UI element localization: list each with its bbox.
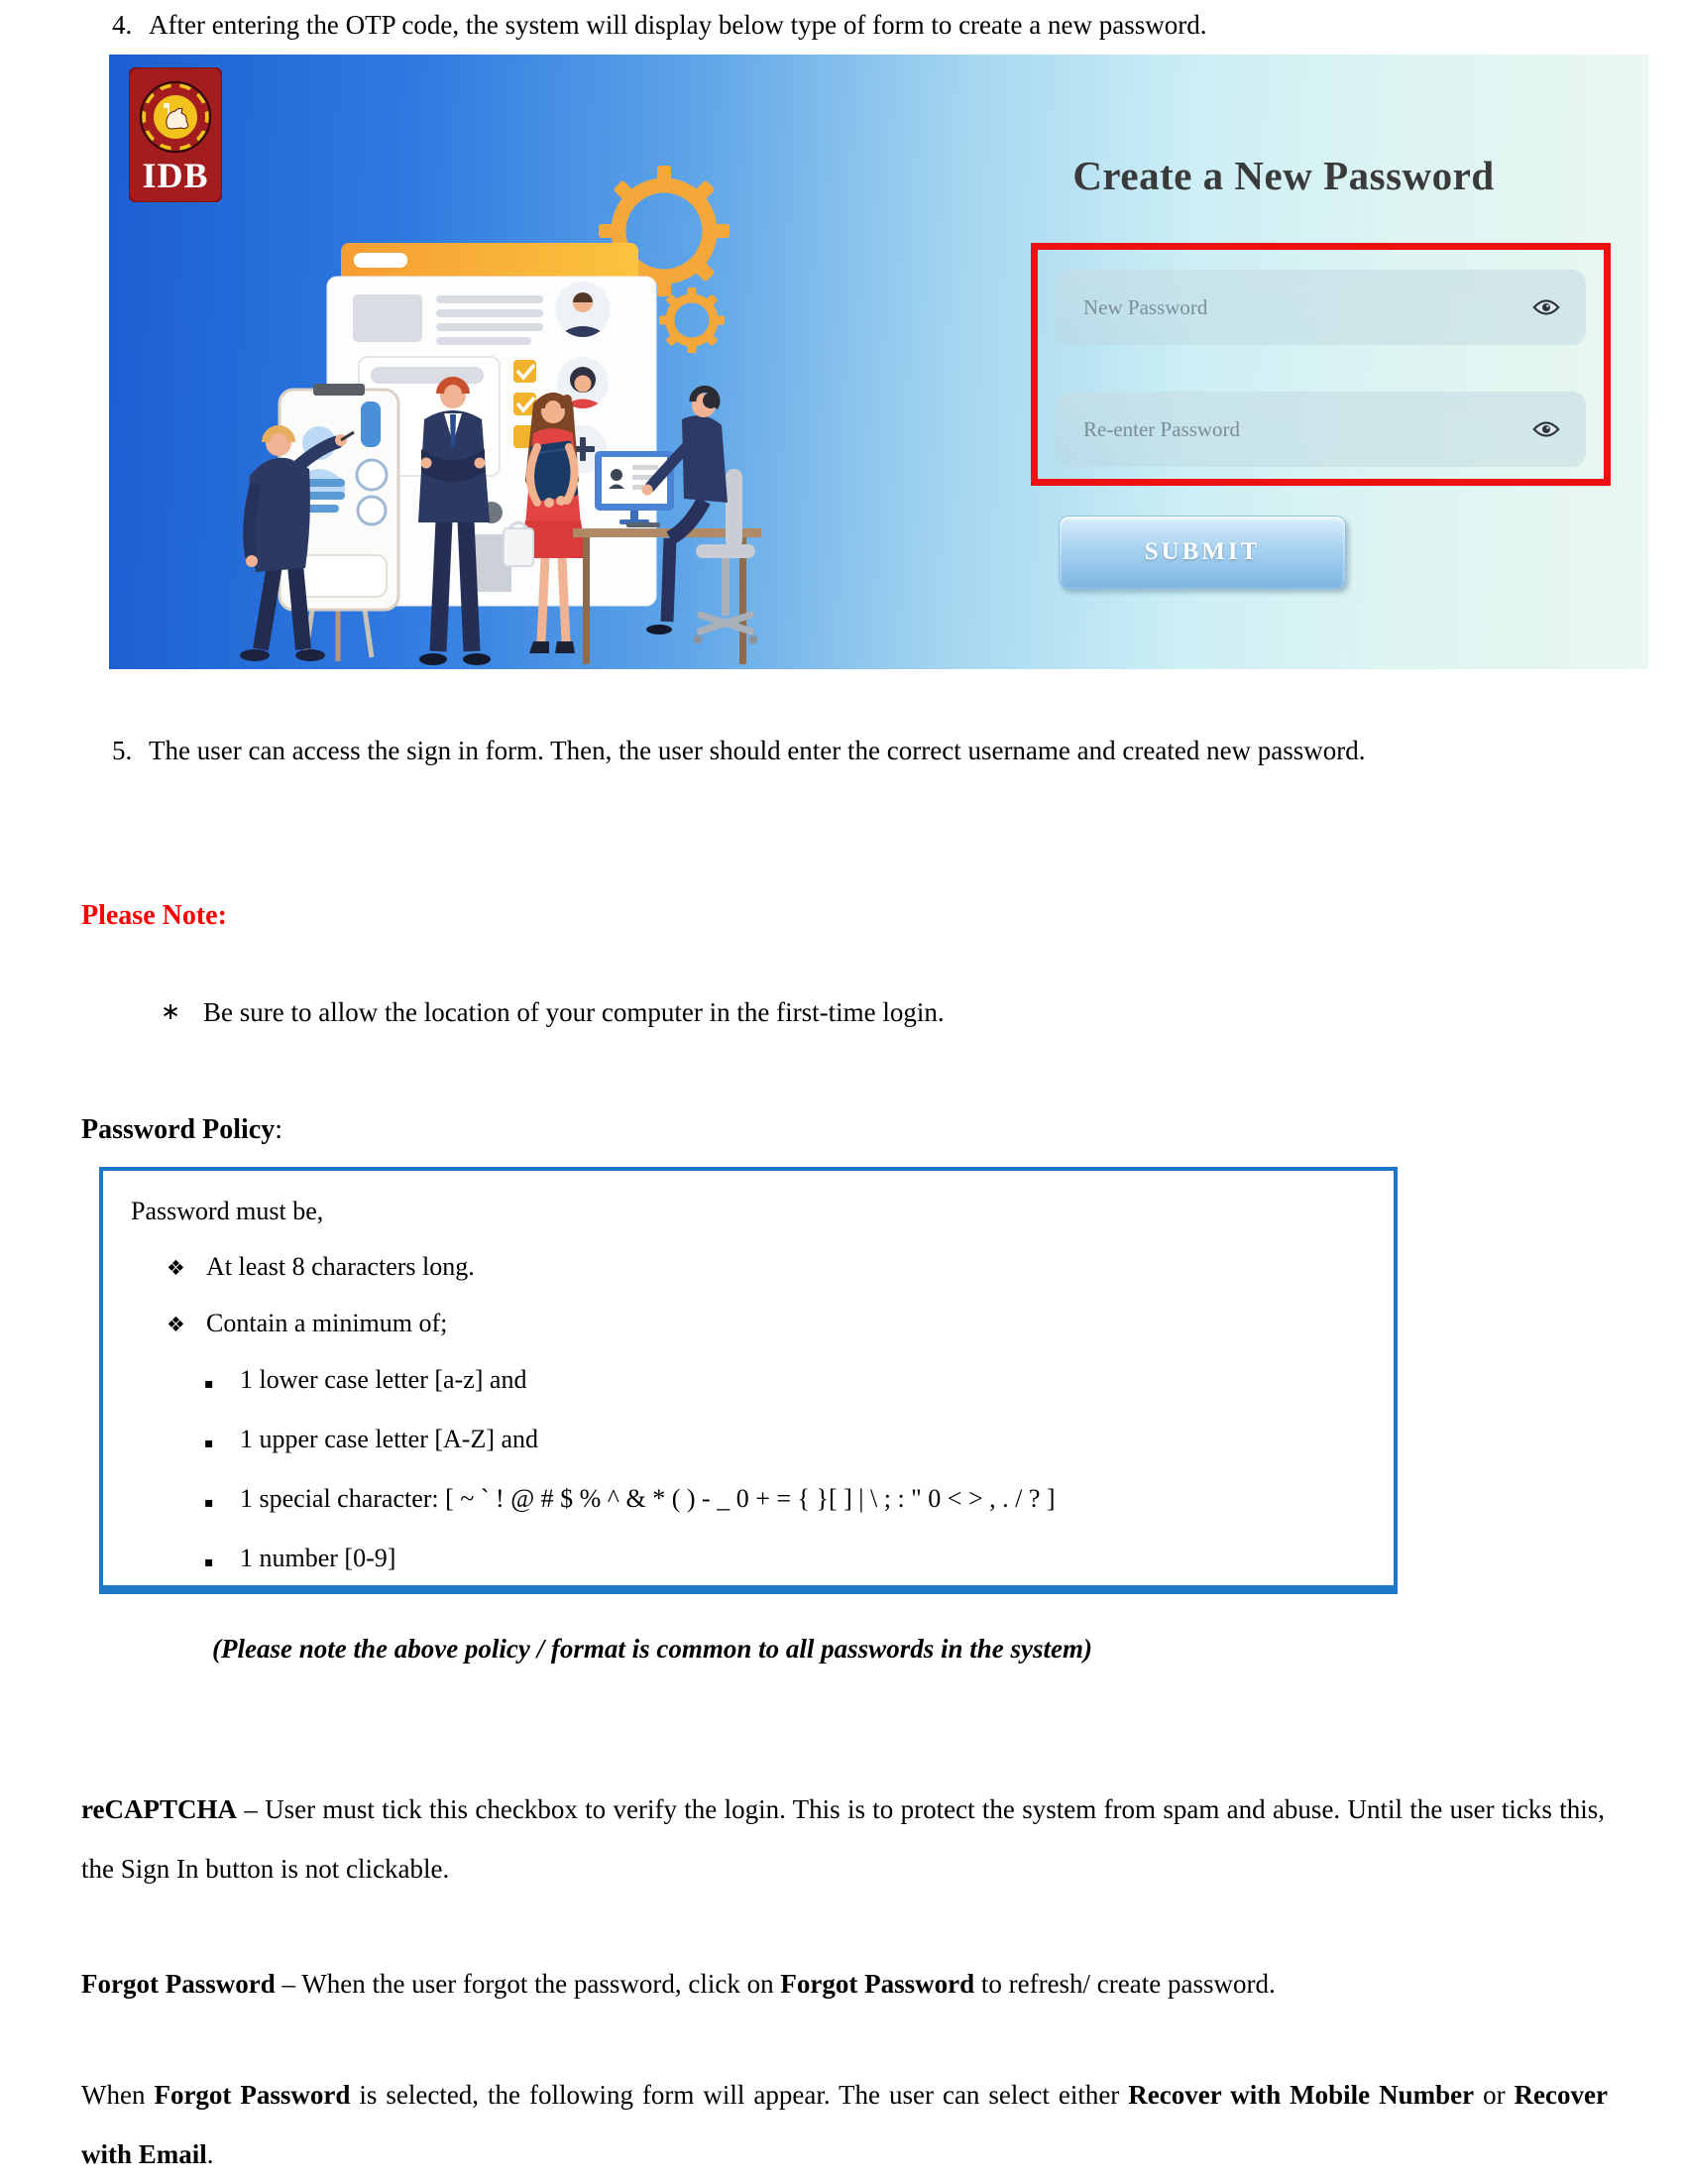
policy-heading-colon: : bbox=[275, 1114, 282, 1145]
create-password-title: Create a New Password bbox=[1072, 153, 1495, 198]
step-item-5 bbox=[112, 722, 1605, 779]
policy-item: ❖ At least 8 characters long. bbox=[167, 1252, 475, 1281]
logo-text: IDB bbox=[142, 156, 209, 195]
eye-icon[interactable] bbox=[1532, 419, 1560, 439]
create-password-screenshot bbox=[109, 55, 1648, 669]
diamond-bullet: ❖ bbox=[167, 1256, 185, 1280]
idb-logo-emblem bbox=[129, 67, 222, 202]
reenter-password-field[interactable] bbox=[1056, 392, 1586, 467]
policy-subitem: ▪ 1 upper case letter [A-Z] and bbox=[204, 1425, 1394, 1458]
square-bullet: ▪ bbox=[204, 1554, 214, 1570]
password-policy-heading bbox=[81, 1114, 282, 1146]
recaptcha-paragraph: reCAPTCHA – User must tick this checkbox to verify the login. This is to protect the system from spam and abuse. Until the user ticks this, the Sign In button is not clickable. bbox=[81, 1794, 1605, 1884]
square-bullet: ▪ bbox=[204, 1376, 214, 1392]
note-bullet-text: Be sure to allow the location of your computer in the first-time login. bbox=[203, 997, 945, 1027]
annotation-box bbox=[1031, 243, 1611, 486]
new-password-field[interactable] bbox=[1056, 270, 1586, 345]
step-4-number: 4. bbox=[112, 10, 133, 40]
submit-button[interactable]: SUBMIT bbox=[1059, 516, 1346, 589]
idb-logo bbox=[129, 67, 222, 202]
step-5-number: 5. bbox=[112, 736, 133, 765]
square-bullet: ▪ bbox=[204, 1436, 214, 1451]
step-5-text: The user can access the sign in form. Then, the user should enter the correct username and created new password. bbox=[149, 736, 1366, 765]
new-password-input[interactable] bbox=[1081, 294, 1532, 321]
asterisk-bullet: ∗ bbox=[161, 997, 181, 1025]
note-bullet bbox=[161, 997, 945, 1028]
recovery-options-paragraph: When Forgot Password is selected, the following form will appear. The user can select either Recover with Mobile Number or Recover with Email. bbox=[81, 2080, 1608, 2169]
eye-icon[interactable] bbox=[1532, 297, 1560, 317]
recaptcha-bold: reCAPTCHA bbox=[81, 1794, 237, 1824]
step-4-text: After entering the OTP code, the system will display below type of form to create a new password. bbox=[149, 10, 1207, 40]
diamond-bullet: ❖ bbox=[167, 1313, 185, 1336]
square-bullet: ▪ bbox=[204, 1495, 214, 1511]
reenter-password-input[interactable] bbox=[1081, 416, 1532, 443]
policy-box bbox=[99, 1167, 1398, 1594]
policy-subitem: ▪ 1 number [0-9] bbox=[204, 1544, 1394, 1577]
forgot-password-paragraph: Forgot Password – When the user forgot the password, click on Forgot Password to refresh/ create password. bbox=[81, 1969, 1276, 1999]
policy-subitem: ▪ 1 special character: [ ~ ` ! @ # $ % ^ & * ( ) - _ 0 + = { }[ ] | \ ; : " 0 < > , . / ? ] bbox=[204, 1484, 1394, 1518]
step-item-4 bbox=[112, 8, 1599, 42]
policy-subitem: ▪ 1 lower case letter [a-z] and bbox=[204, 1365, 1394, 1399]
policy-item: ❖ Contain a minimum of; bbox=[167, 1309, 448, 1337]
policy-intro: Password must be, bbox=[131, 1197, 324, 1225]
policy-heading-bold: Password Policy bbox=[81, 1114, 276, 1145]
please-note-heading: Please Note: bbox=[81, 900, 227, 931]
policy-note-italic: (Please note the above policy / format is common to all passwords in the system) bbox=[212, 1634, 1092, 1664]
